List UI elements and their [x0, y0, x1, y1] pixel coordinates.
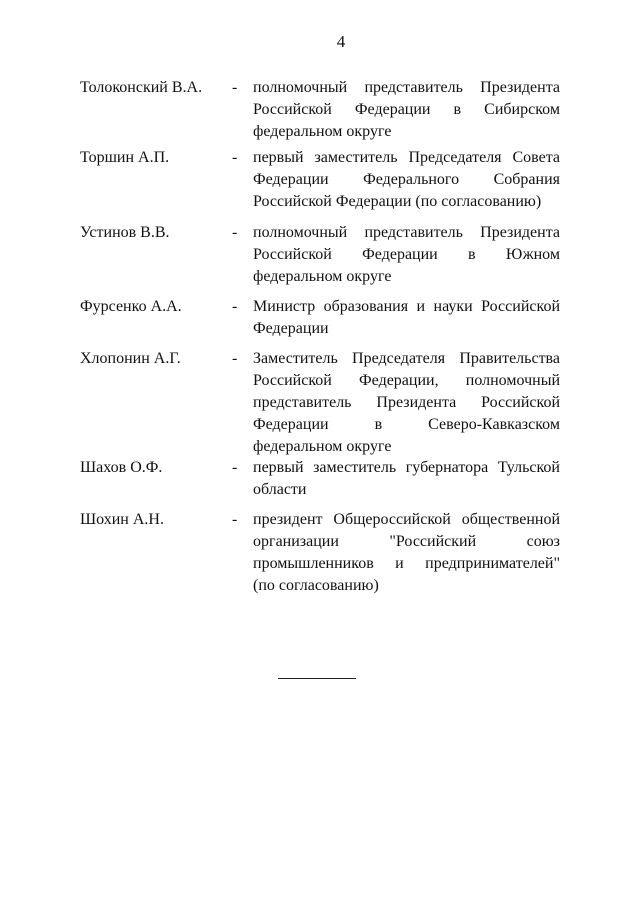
member-position [253, 457, 560, 501]
position-line: Российской Федерации в Сибирском [253, 101, 560, 118]
dash-separator: - [232, 459, 238, 476]
member-position [253, 296, 560, 340]
position-line: полномочный представитель Президента [253, 79, 560, 96]
position-line: области [253, 481, 307, 498]
member-position [253, 147, 560, 213]
member-position [253, 509, 560, 597]
member-name: Торшин А.П. [80, 149, 170, 166]
position-line: Российской Федерации (по согласованию) [253, 193, 542, 210]
position-line: Министр образования и науки Российской [253, 298, 560, 315]
position-line: Российской Федерации в Южном [253, 246, 560, 263]
member-name: Хлопонин А.Г. [80, 350, 181, 367]
dash-separator: - [232, 224, 238, 241]
position-line: первый заместитель губернатора Тульской [253, 459, 560, 476]
dash-separator: - [232, 298, 238, 315]
member-name: Фурсенко А.А. [80, 298, 182, 315]
member-position [253, 77, 560, 143]
position-line: полномочный представитель Президента [253, 224, 560, 241]
dash-separator: - [232, 79, 238, 96]
position-line: первый заместитель Председателя Совета [253, 149, 560, 166]
member-name: Шахов О.Ф. [80, 459, 163, 476]
position-line: Федерации Федерального Собрания [253, 171, 560, 188]
dash-separator: - [232, 511, 238, 528]
position-line: представитель Президента Российской [253, 394, 560, 411]
member-name: Шохин А.Н. [80, 511, 164, 528]
position-line: (по согласованию) [253, 577, 379, 594]
position-line: федеральном округе [253, 438, 392, 455]
member-position [253, 348, 560, 458]
closing-rule [278, 678, 356, 679]
position-line: Федерации [253, 320, 329, 337]
position-line: организации "Российский союз [253, 533, 560, 550]
position-line: федеральном округе [253, 123, 392, 140]
member-name: Толоконский В.А. [80, 79, 203, 96]
member-name: Устинов В.В. [80, 224, 170, 241]
position-line: президент Общероссийской общественной [253, 511, 560, 528]
position-line: Федерации в Северо-Кавказском [253, 416, 560, 433]
dash-separator: - [232, 149, 238, 166]
position-line: федеральном округе [253, 268, 392, 285]
page-number: 4 [336, 32, 346, 51]
position-line: Заместитель Председателя Правительства [253, 350, 560, 367]
member-position [253, 222, 560, 288]
dash-separator: - [232, 350, 238, 367]
position-line: Российской Федерации, полномочный [253, 372, 560, 389]
position-line: промышленников и предпринимателей" [253, 555, 560, 572]
